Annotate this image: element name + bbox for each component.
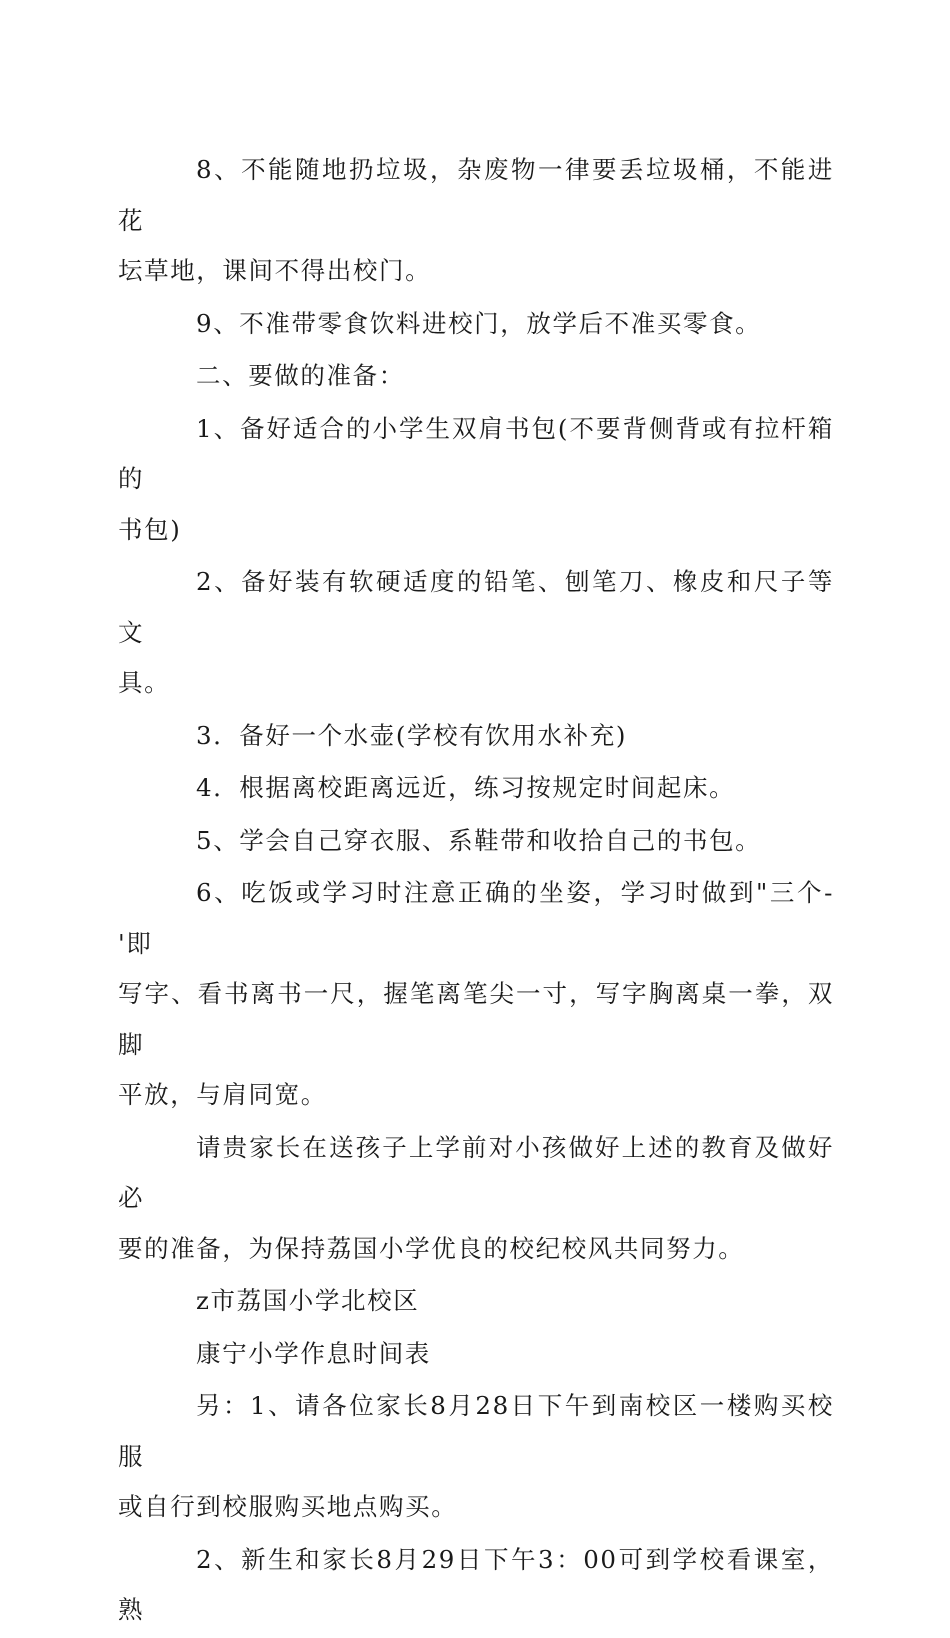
text-line: 或自行到校服购买地点购买。 <box>118 1492 458 1521</box>
schedule-title <box>118 1329 834 1380</box>
text-line: 9、不准带零食饮料进校门，放学后不准买零食。 <box>196 308 762 338</box>
text-line: 2、新生和家长8月29日下午3：00可到学校看课室，熟 <box>118 1544 834 1624</box>
text-line: 二、要做的准备： <box>196 361 405 390</box>
school-signature <box>118 1276 834 1327</box>
text-line: 具。 <box>118 668 171 697</box>
paragraph-parent-request <box>118 1123 834 1275</box>
text-line: 写字、看书离书一尺，握笔离笔尖一寸，写字胸离桌一拳，双脚 <box>118 979 834 1059</box>
text-line: 平放，与肩同宽。 <box>118 1080 327 1109</box>
paragraph-rule-9 <box>118 299 834 350</box>
section-heading-preparation <box>118 351 834 402</box>
text-line: 另：1、请各位家长8月28日下午到南校区一楼购买校服 <box>118 1391 834 1471</box>
text-line: 1、备好适合的小学生双肩书包(不要背侧背或有拉杆箱的 <box>118 413 834 493</box>
text-line: 5、学会自己穿衣服、系鞋带和收拾自己的书包。 <box>196 825 762 855</box>
paragraph-prep-6 <box>118 868 834 1121</box>
paragraph-prep-2 <box>118 557 834 709</box>
text-line: 要的准备，为保持荔国小学优良的校纪校风共同努力。 <box>118 1233 745 1263</box>
paragraph-prep-1 <box>118 404 834 556</box>
paragraph-rule-8 <box>118 145 834 297</box>
text-line: 书包) <box>118 514 182 544</box>
paragraph-note-1 <box>118 1381 834 1533</box>
text-line: 康宁小学作息时间表 <box>196 1338 431 1368</box>
text-line: 坛草地，课间不得出校门。 <box>118 256 432 285</box>
text-line: 2、备好装有软硬适度的铅笔、刨笔刀、橡皮和尺子等文 <box>118 567 834 647</box>
paragraph-prep-5 <box>118 816 834 867</box>
text-line: 请贵家长在送孩子上学前对小孩做好上述的教育及做好必 <box>118 1132 834 1212</box>
text-line: 6、吃饭或学习时注意正确的坐姿，学习时做到"三个-'即 <box>118 878 834 958</box>
paragraph-prep-3 <box>118 711 834 762</box>
text-line: 4．根据离校距离远近，练习按规定时间起床。 <box>196 773 736 802</box>
text-line: 8、不能随地扔垃圾，杂废物一律要丢垃圾桶，不能进花 <box>118 155 834 235</box>
text-line: z市荔国小学北校区 <box>196 1286 420 1315</box>
document-page <box>118 145 834 1638</box>
paragraph-note-2 <box>118 1535 834 1636</box>
text-line: 3．备好一个水壶(学校有饮用水补充) <box>196 720 628 750</box>
paragraph-prep-4 <box>118 763 834 814</box>
